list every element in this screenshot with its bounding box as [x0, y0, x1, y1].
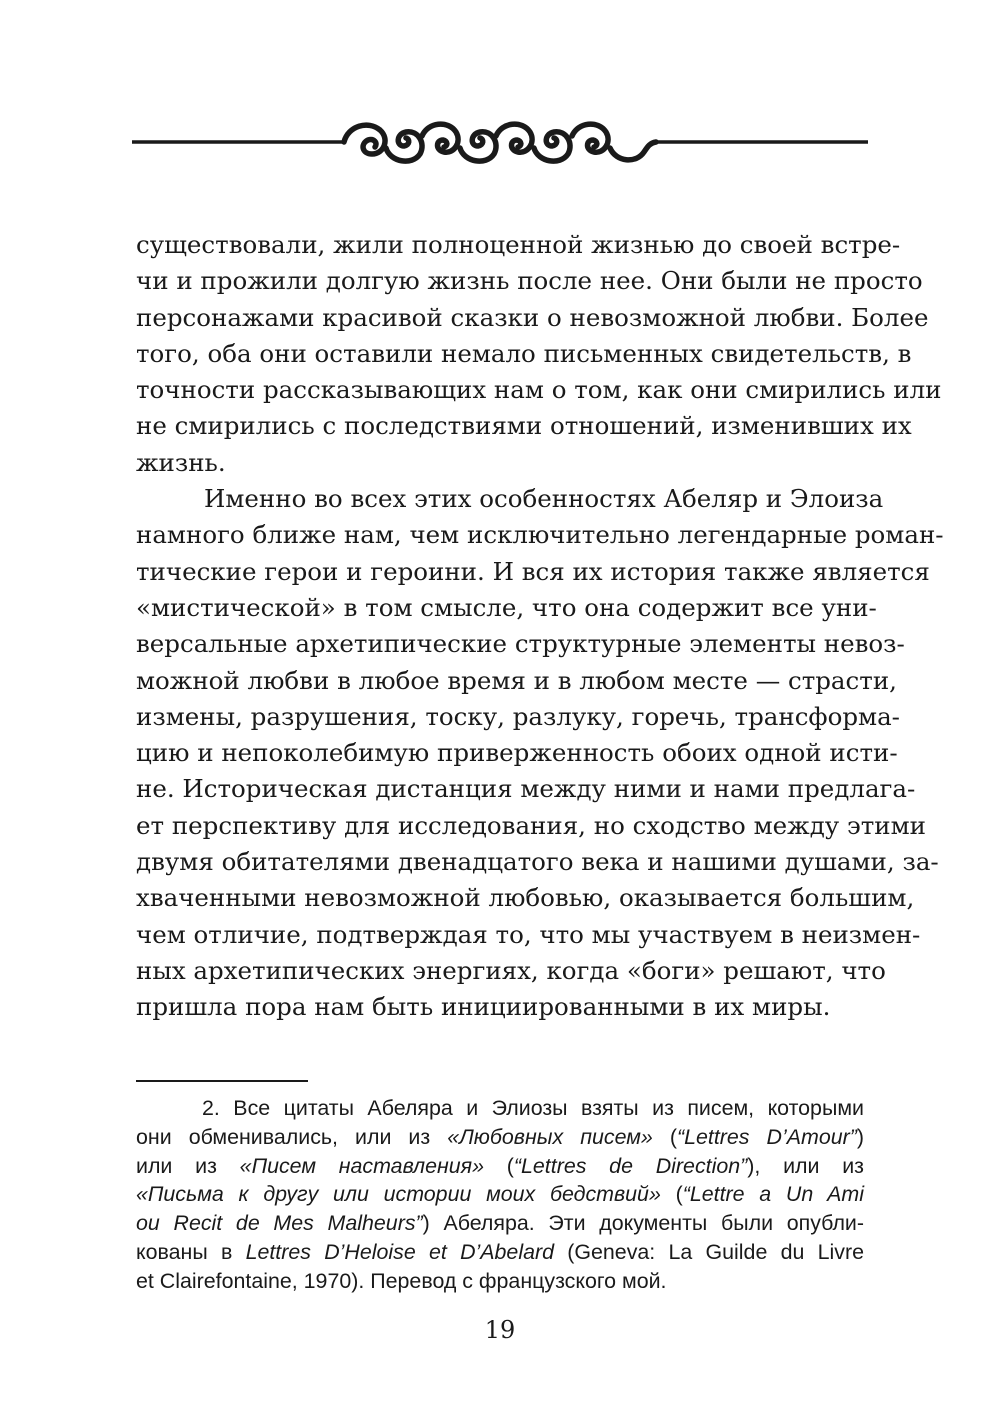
- text-line-with-footnote: [136, 445, 864, 481]
- decorative-ornament-header: [132, 112, 868, 172]
- text-line: жизнь.: [136, 447, 226, 477]
- text-line: персонажами красивой сказки о невозможной любви. Более: [136, 302, 929, 332]
- ornament-scroll-swirls: [344, 124, 656, 161]
- footnote-text: или из: [136, 1153, 240, 1178]
- footnote-text: кованы в: [136, 1239, 246, 1264]
- text-line: точности рассказывающих нам о том, как они смирились или: [136, 375, 942, 405]
- text-line: двумя обитателями двенадцатого века и нашими душами, за-: [136, 847, 939, 877]
- footnote-title-ru: «Любовных писем»: [447, 1124, 653, 1149]
- footnote-text: (: [484, 1153, 514, 1178]
- footnote-text: ) Абеляра. Эти документы были опубли-: [422, 1211, 864, 1236]
- footnote-title-fr: “Lettres de Direction”: [513, 1153, 748, 1178]
- text-line: чем отличие, подтверждая то, что мы участвуем в неизмен-: [136, 919, 921, 949]
- text-line: ных архетипических энергиях, когда «боги» решают, что: [136, 955, 886, 985]
- text-line: того, оба они оставили немало письменных свидетельств, в: [136, 338, 912, 368]
- text-line: тические герои и героини. И вся их история также является: [136, 556, 930, 586]
- text-line: чи и прожили долгую жизнь после нее. Они были не просто: [136, 266, 923, 296]
- text-line: цию и непоколебимую приверженность обоих одной исти-: [136, 738, 898, 768]
- footnote-text: ), или из: [747, 1153, 864, 1178]
- footnote-text: ): [856, 1124, 864, 1149]
- footnote-line: [136, 1152, 864, 1181]
- text-line: измены, разрушения, тоску, разлуку, горечь, трансформа-: [136, 701, 900, 731]
- footnote-line: [136, 1238, 864, 1267]
- footnote-line: 2. Все цитаты Абеляра и Элиозы взяты из писем, которыми: [202, 1096, 864, 1120]
- footnote-text: они обменивались, или из: [136, 1124, 448, 1149]
- footnote-text: (: [660, 1182, 683, 1207]
- footnote-title-fr: “Lettres D’Amour”: [676, 1124, 857, 1149]
- footnote-title-ru: «Писем наставления»: [239, 1153, 484, 1178]
- text-line: пришла пора нам быть инициированными в их миры.: [136, 992, 831, 1022]
- footnote-line: [136, 1123, 864, 1152]
- footnote-title-fr: “Lettre a Un Ami: [682, 1182, 865, 1207]
- text-line: не смирились с последствиями отношений, изменивших их: [136, 411, 912, 441]
- footnote-text: (Geneva: La Guilde du Livre: [554, 1239, 864, 1264]
- page-number: 19: [484, 1316, 516, 1344]
- text-line: версальные архетипические структурные элементы невоз-: [136, 629, 905, 659]
- footnote-line: [136, 1209, 864, 1238]
- text-line: можной любви в любое время и в любом месте — страсти,: [136, 665, 897, 695]
- text-line: намного ближе нам, чем исключительно легендарные роман-: [136, 520, 944, 550]
- footnote-title-ru: «Письма к другу или истории моих бедствий»: [136, 1182, 661, 1207]
- text-line: «мистической» в том смысле, что она содержит все уни-: [136, 592, 877, 622]
- text-line: Именно во всех этих особенностях Абеляр и Элоиза: [204, 484, 884, 514]
- footnote-divider: [136, 1080, 308, 1082]
- text-line: ет перспективу для исследования, но сходство между этими: [136, 810, 926, 840]
- footnote: [136, 1094, 864, 1296]
- footnote-text: (: [652, 1124, 677, 1149]
- main-text: [136, 227, 944, 1026]
- footnote-line: [136, 1180, 864, 1209]
- text-line: не. Историческая дистанция между ними и нами предлага-: [136, 774, 916, 804]
- footnote-line: et Clairefontaine, 1970). Перевод с французского мой.: [136, 1268, 667, 1293]
- footnote-title-fr: Lettres D’Heloise et D’Abelard: [245, 1239, 554, 1264]
- text-line: хваченными невозможной любовью, оказывается большим,: [136, 883, 915, 913]
- footnote-title-fr: ou Recit de Mes Malheurs”: [136, 1211, 423, 1236]
- text-line: существовали, жили полноценной жизнью до своей встре-: [136, 230, 901, 259]
